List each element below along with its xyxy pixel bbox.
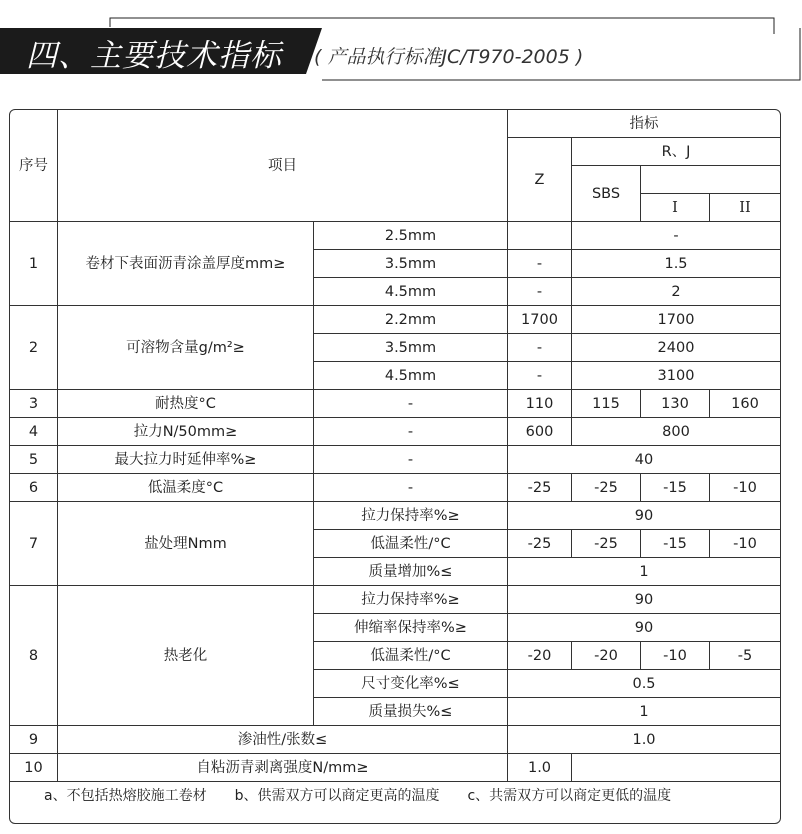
- cell-value: -: [572, 222, 781, 250]
- spec-table-frame: [9, 109, 781, 824]
- cell-sbs: -25: [572, 530, 641, 558]
- row-seq: 4: [10, 418, 58, 446]
- col-header-grade-2: II: [710, 194, 781, 222]
- spec-table: [9, 109, 781, 809]
- cell-value: 3100: [572, 362, 781, 390]
- row-sub: 2.5mm: [314, 222, 508, 250]
- row-sub: -: [314, 474, 508, 502]
- cell-z: 110: [508, 390, 572, 418]
- cell-grade-1: 130: [641, 390, 710, 418]
- cell-grade-1: -10: [641, 642, 710, 670]
- col-header-sbs: SBS: [572, 166, 641, 222]
- row-sub: 质量损失%≤: [314, 698, 508, 726]
- col-header-index: 指标: [508, 110, 781, 138]
- section-header: [0, 0, 802, 100]
- footnote: a、不包括热熔胶施工卷材 b、供需双方可以商定更高的温度 c、共需双方可以商定更低的温度: [10, 782, 781, 810]
- row-sub: 低温柔性/°C: [314, 530, 508, 558]
- cell-sbs: 115: [572, 390, 641, 418]
- row-item: 耐热度°C: [58, 390, 314, 418]
- row-item: 盐处理Nmm: [58, 502, 314, 586]
- row-sub: 质量增加%≤: [314, 558, 508, 586]
- row-sub: 伸缩率保持率%≥: [314, 614, 508, 642]
- row-sub: -: [314, 446, 508, 474]
- row-seq: 3: [10, 390, 58, 418]
- col-header-blank: [641, 166, 781, 194]
- row-item: 可溶物含量g/m²≥: [58, 306, 314, 390]
- row-seq: 7: [10, 502, 58, 586]
- cell-grade-2: -10: [710, 474, 781, 502]
- table-row: [10, 754, 781, 782]
- row-seq: 1: [10, 222, 58, 306]
- cell-value: [572, 754, 781, 782]
- cell-value: 1: [508, 558, 781, 586]
- row-sub: 低温柔性/°C: [314, 642, 508, 670]
- table-row: [10, 390, 781, 418]
- table-row: [10, 586, 781, 614]
- standard-subtitle: ( 产品执行标准JC/T970-2005 ): [314, 46, 584, 68]
- row-sub: -: [314, 418, 508, 446]
- col-header-rj: R、J: [572, 138, 781, 166]
- row-sub: 4.5mm: [314, 278, 508, 306]
- cell-value: 1: [508, 698, 781, 726]
- row-seq: 6: [10, 474, 58, 502]
- table-row: [10, 726, 781, 754]
- table-row: [10, 306, 781, 334]
- cell-value: 800: [572, 418, 781, 446]
- table-row: [10, 446, 781, 474]
- cell-value: 1.0: [508, 726, 781, 754]
- table-row: [10, 502, 781, 530]
- table-row: [10, 418, 781, 446]
- col-header-grade-1: I: [641, 194, 710, 222]
- cell-value: 0.5: [508, 670, 781, 698]
- cell-value: 1700: [572, 306, 781, 334]
- row-item: 渗油性/张数≤: [58, 726, 508, 754]
- cell-z: -: [508, 278, 572, 306]
- cell-z: -: [508, 362, 572, 390]
- section-title: 四、主要技术指标: [26, 38, 282, 74]
- footnote-row: [10, 782, 781, 810]
- row-sub: 尺寸变化率%≤: [314, 670, 508, 698]
- row-item: 热老化: [58, 586, 314, 726]
- row-item: 卷材下表面沥青涂盖厚度mm≥: [58, 222, 314, 306]
- row-item: 自粘沥青剥离强度N/mm≥: [58, 754, 508, 782]
- row-item: 最大拉力时延伸率%≥: [58, 446, 314, 474]
- col-header-seq: 序号: [10, 110, 58, 222]
- cell-z: -25: [508, 530, 572, 558]
- row-sub: 拉力保持率%≥: [314, 586, 508, 614]
- row-sub: 2.2mm: [314, 306, 508, 334]
- row-seq: 5: [10, 446, 58, 474]
- cell-grade-1: -15: [641, 474, 710, 502]
- row-seq: 2: [10, 306, 58, 390]
- row-sub: -: [314, 390, 508, 418]
- cell-z: 1700: [508, 306, 572, 334]
- cell-z: -: [508, 334, 572, 362]
- col-header-z: Z: [508, 138, 572, 222]
- cell-grade-2: -10: [710, 530, 781, 558]
- cell-value: 2400: [572, 334, 781, 362]
- cell-grade-2: 160: [710, 390, 781, 418]
- cell-z: -25: [508, 474, 572, 502]
- row-sub: 4.5mm: [314, 362, 508, 390]
- cell-value: 90: [508, 614, 781, 642]
- row-item: 低温柔度°C: [58, 474, 314, 502]
- row-seq: 9: [10, 726, 58, 754]
- row-seq: 10: [10, 754, 58, 782]
- cell-sbs: -20: [572, 642, 641, 670]
- cell-value: 90: [508, 586, 781, 614]
- cell-z: -20: [508, 642, 572, 670]
- cell-value: 2: [572, 278, 781, 306]
- row-sub: 3.5mm: [314, 334, 508, 362]
- row-item: 拉力N/50mm≥: [58, 418, 314, 446]
- cell-value: 1.5: [572, 250, 781, 278]
- cell-grade-1: -15: [641, 530, 710, 558]
- cell-z: 1.0: [508, 754, 572, 782]
- cell-z: [508, 222, 572, 250]
- cell-sbs: -25: [572, 474, 641, 502]
- row-sub: 拉力保持率%≥: [314, 502, 508, 530]
- col-header-item: 项目: [58, 110, 508, 222]
- row-seq: 8: [10, 586, 58, 726]
- cell-z: -: [508, 250, 572, 278]
- table-row: [10, 474, 781, 502]
- cell-value: 40: [508, 446, 781, 474]
- table-row: [10, 222, 781, 250]
- cell-value: 90: [508, 502, 781, 530]
- cell-z: 600: [508, 418, 572, 446]
- row-sub: 3.5mm: [314, 250, 508, 278]
- cell-grade-2: -5: [710, 642, 781, 670]
